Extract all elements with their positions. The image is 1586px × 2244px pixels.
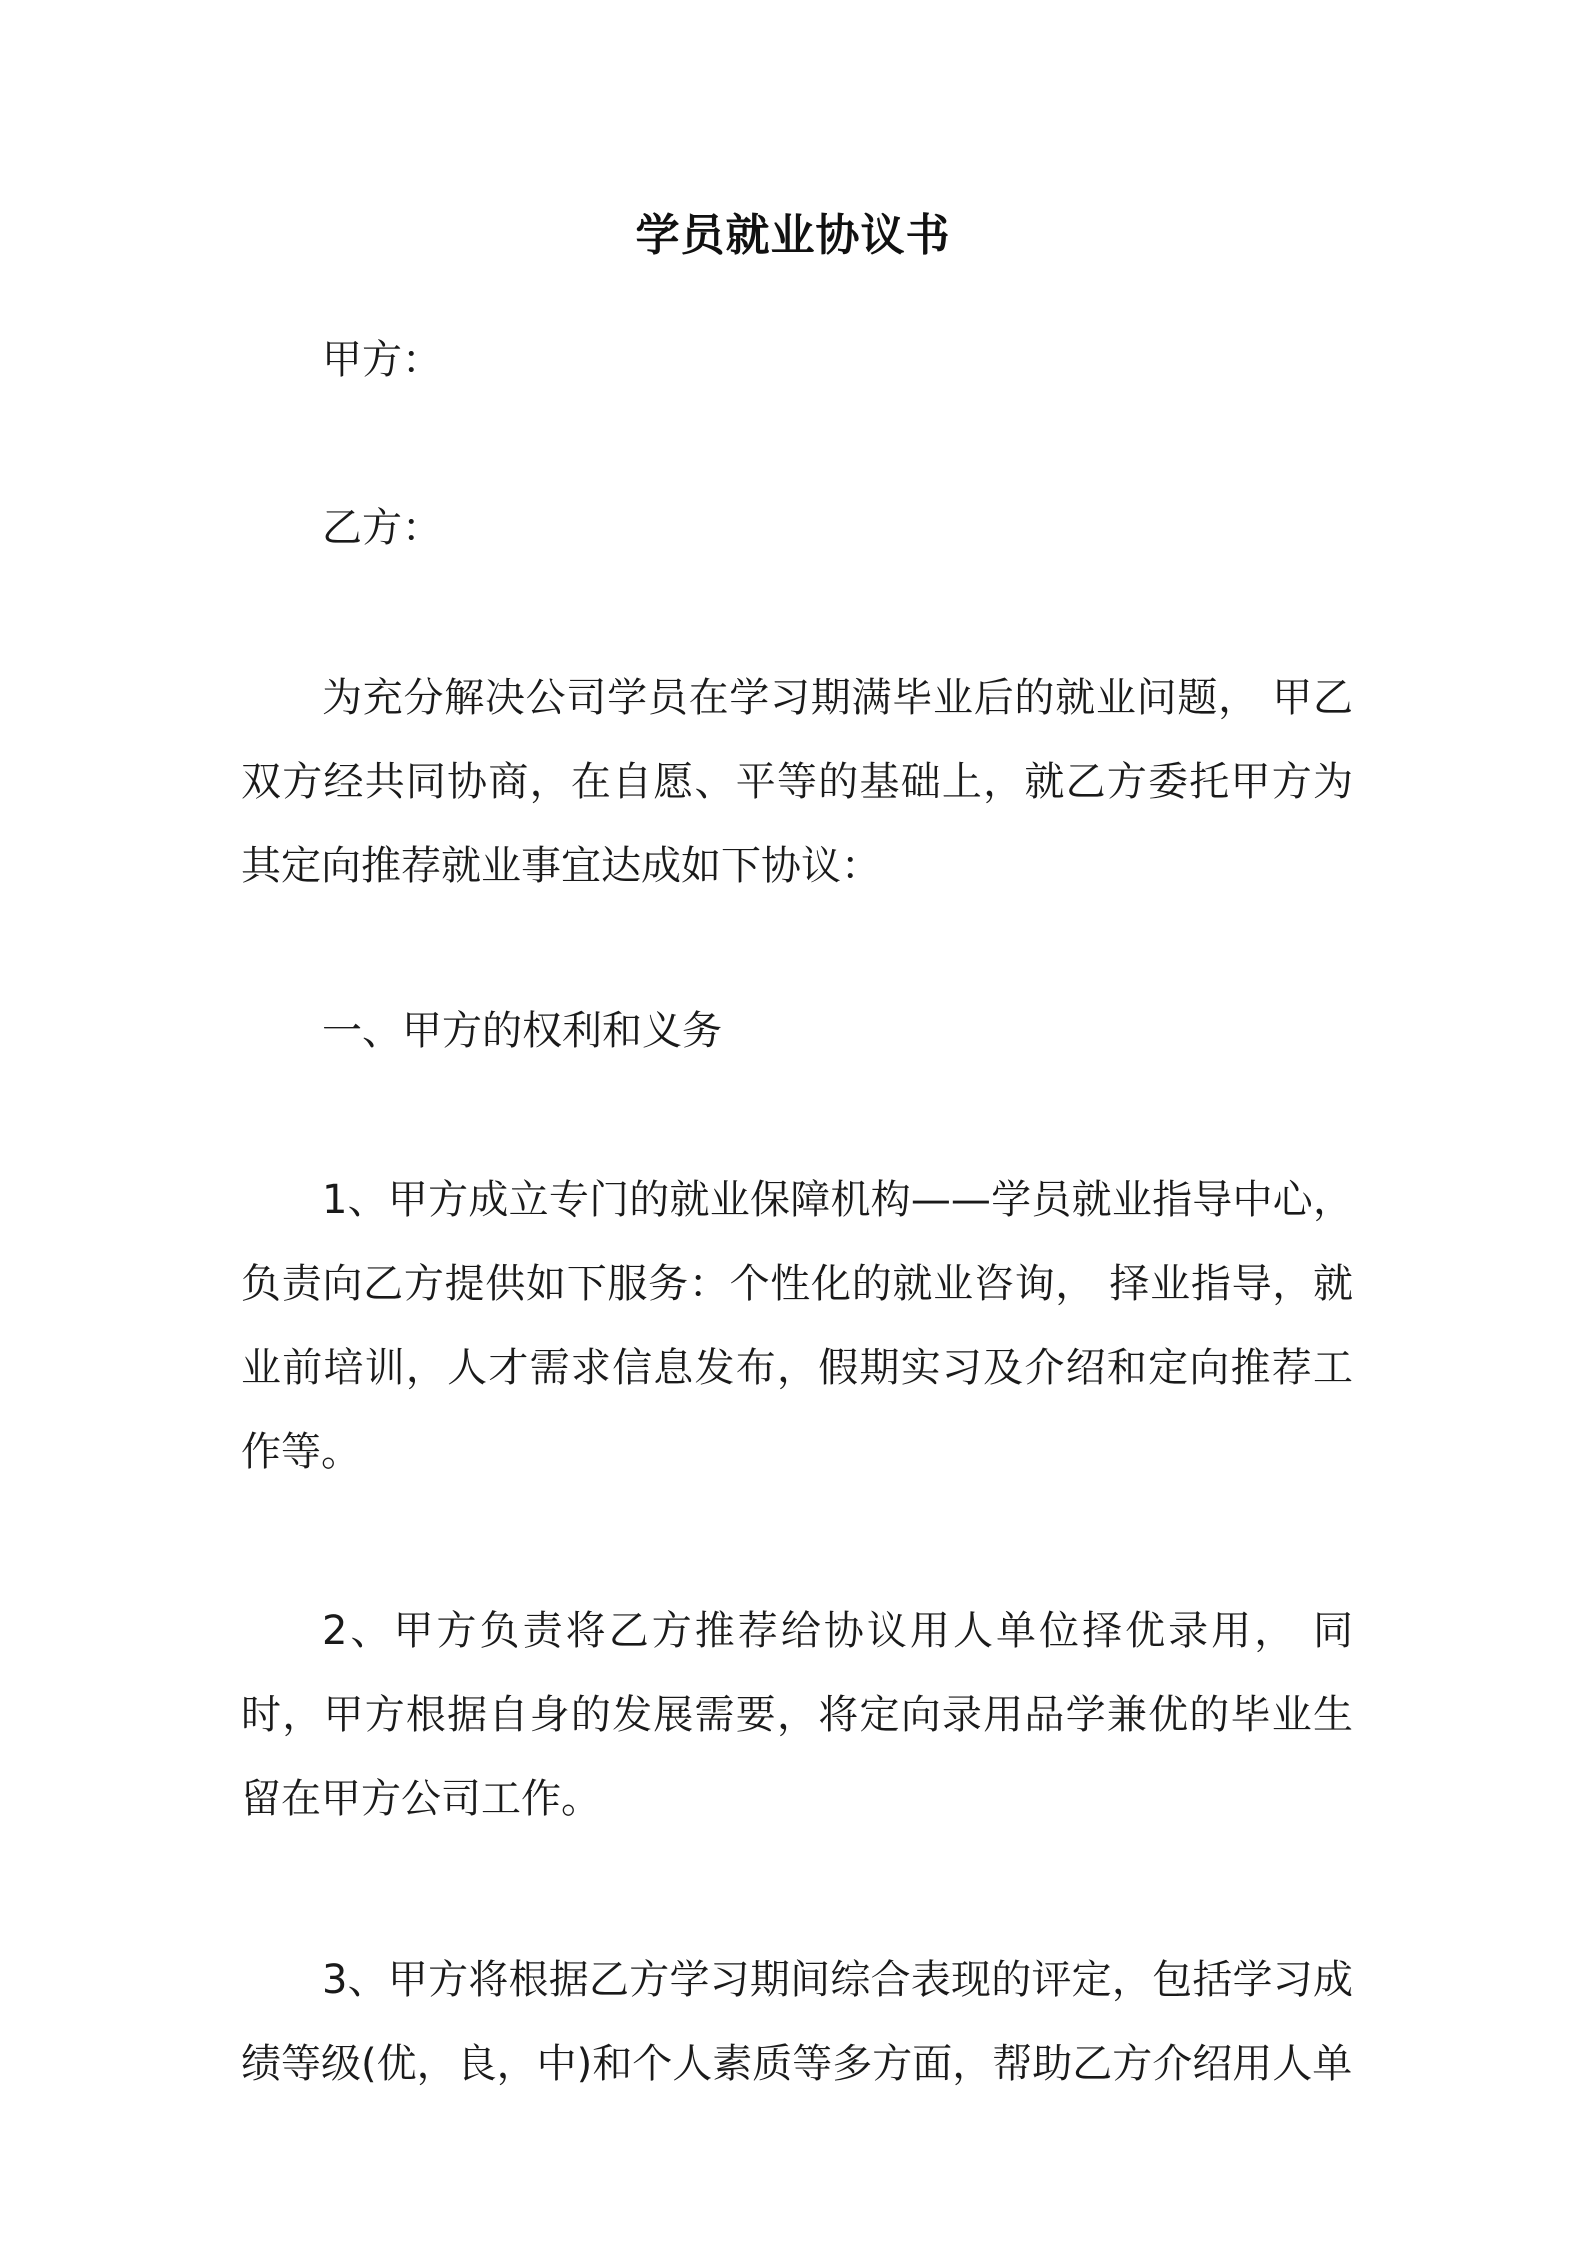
clause-3-paragraph: 3、甲方将根据乙方学习期间综合表现的评定，包括学习成绩等级(优，良，中)和个人素质等多方面，帮助乙方介绍用人单	[241, 1957, 1353, 2087]
document-title: 学员就业协议书	[635, 210, 951, 261]
clause-2-paragraph: 2、甲方负责将乙方推荐给协议用人单位择优录用， 同时，甲方根据自身的发展需要，将定向录用品学兼优的毕业生留在甲方公司工作。	[241, 1608, 1353, 1822]
section-heading-party-a-rights: 一、甲方的权利和义务	[322, 1008, 722, 1054]
party-a-label: 甲方：	[322, 337, 442, 383]
clause-1-paragraph: 1、甲方成立专门的就业保障机构——学员就业指导中心，负责向乙方提供如下服务：个性化的就业咨询， 择业指导，就业前培训，人才需求信息发布，假期实习及介绍和定向推荐工作等。	[241, 1177, 1353, 1475]
intro-paragraph: 为充分解决公司学员在学习期满毕业后的就业问题， 甲乙双方经共同协商，在自愿、平等的基础上，就乙方委托甲方为其定向推荐就业事宜达成如下协议：	[241, 675, 1353, 889]
party-b-label: 乙方：	[322, 505, 442, 551]
